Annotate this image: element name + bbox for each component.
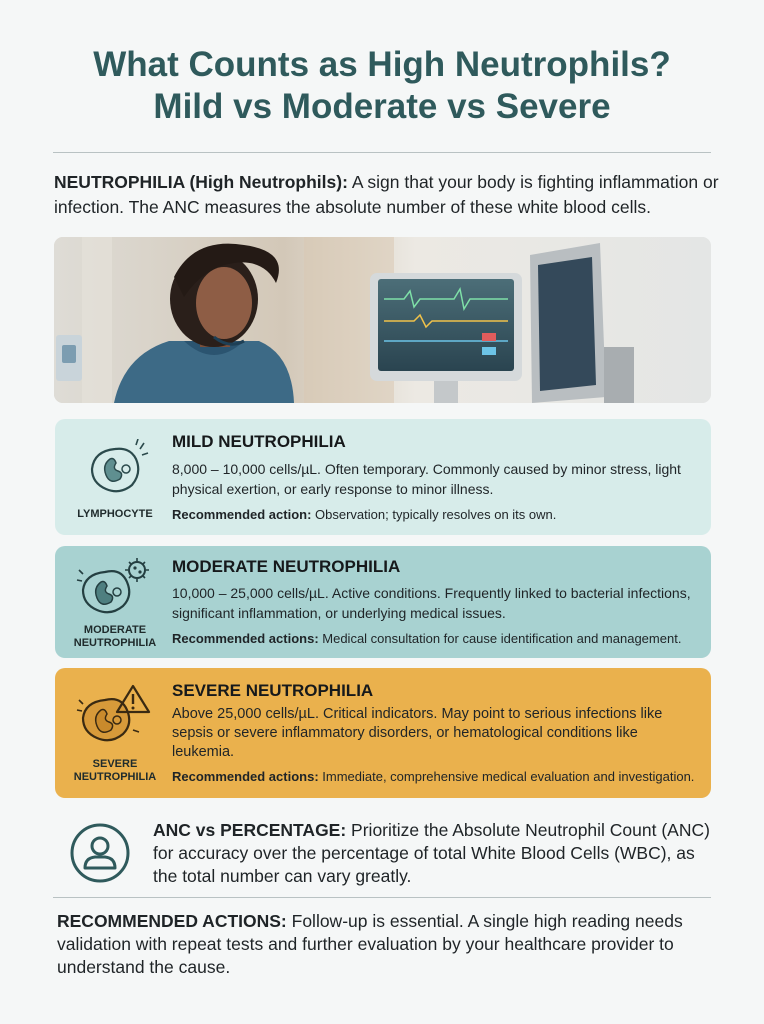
mild-description: 8,000 – 10,000 cells/µL. Often temporary. Commonly caused by minor stress, light physical exertion, or early response to minor illness. (172, 461, 681, 497)
user-icon (69, 822, 131, 889)
lymphocyte-icon (80, 439, 150, 501)
lymphocyte-caption: LYMPHOCYTE (77, 508, 153, 520)
title-line-2: Mild vs Moderate vs Severe (153, 87, 611, 126)
photo-illustration (54, 237, 711, 403)
severe-heading: SEVERE NEUTROPHILIA (172, 681, 374, 700)
mild-action-text: Observation; typically resolves on its own. (311, 507, 557, 522)
card-severe-neutrophilia (55, 668, 711, 798)
page-title (0, 44, 764, 128)
divider-bottom (53, 897, 711, 898)
severe-action-text: Immediate, comprehensive medical evaluation and investigation. (318, 769, 695, 784)
intro-label: NEUTROPHILIA (High Neutrophils): (54, 172, 348, 192)
mild-heading: MILD NEUTROPHILIA (172, 432, 346, 451)
severe-action-label: Recommended actions: (172, 769, 319, 784)
intro-text: A sign that your body is fighting inflammation or infection. The ANC measures the absolute number of these white blood cells. (54, 172, 719, 217)
recommended-actions-paragraph (57, 910, 727, 979)
moderate-action-label: Recommended actions: (172, 631, 319, 646)
neutrophil-bacteria-icon (75, 556, 155, 622)
mild-action (172, 507, 556, 522)
recommended-label: RECOMMENDED ACTIONS: (57, 911, 287, 931)
moderate-icon-wrap (61, 556, 169, 627)
intro-paragraph (54, 170, 728, 220)
mild-icon-wrap (61, 439, 169, 506)
anc-label: ANC vs PERCENTAGE: (153, 820, 347, 840)
recommended-text: Follow-up is essential. A single high reading needs validation with repeat tests and further evaluation by your healthcare provider to understand the cause. (57, 911, 683, 977)
moderate-action (172, 631, 681, 646)
moderate-caption-line-1: MODERATE (83, 624, 147, 636)
mild-action-label: Recommended action: (172, 507, 312, 522)
card-mild-neutrophilia (55, 419, 711, 535)
title-line-1: What Counts as High Neutrophils? (93, 45, 671, 84)
moderate-heading: MODERATE NEUTROPHILIA (172, 557, 401, 576)
anc-paragraph (153, 819, 723, 888)
severe-description: Above 25,000 cells/µL. Critical indicators. May point to serious infections like sepsis or severe inflammatory disorders, or hematological conditions like leukemia. (172, 706, 663, 760)
moderate-caption (55, 624, 175, 650)
severe-caption (55, 758, 175, 784)
moderate-action-text: Medical consultation for cause identification and management. (318, 631, 682, 646)
moderate-description: 10,000 – 25,000 cells/µL. Active conditions. Frequently linked to bacterial infections, significant inflammation, or underlying medical issues. (172, 585, 691, 621)
clinician-at-monitor-photo (54, 237, 711, 403)
severe-icon-wrap (61, 682, 169, 753)
severe-action (172, 769, 694, 784)
warning-cell-icon (75, 682, 155, 748)
anc-text: Prioritize the Absolute Neutrophil Count (ANC) for accuracy over the percentage of total White Blood Cells (WBC), as the total number can vary greatly. (153, 820, 710, 886)
severe-caption-line-1: SEVERE (92, 758, 138, 770)
severe-caption-line-2: NEUTROPHILIA (73, 771, 157, 783)
moderate-caption-line-2: NEUTROPHILIA (73, 637, 157, 649)
divider (53, 152, 711, 153)
card-moderate-neutrophilia (55, 546, 711, 658)
